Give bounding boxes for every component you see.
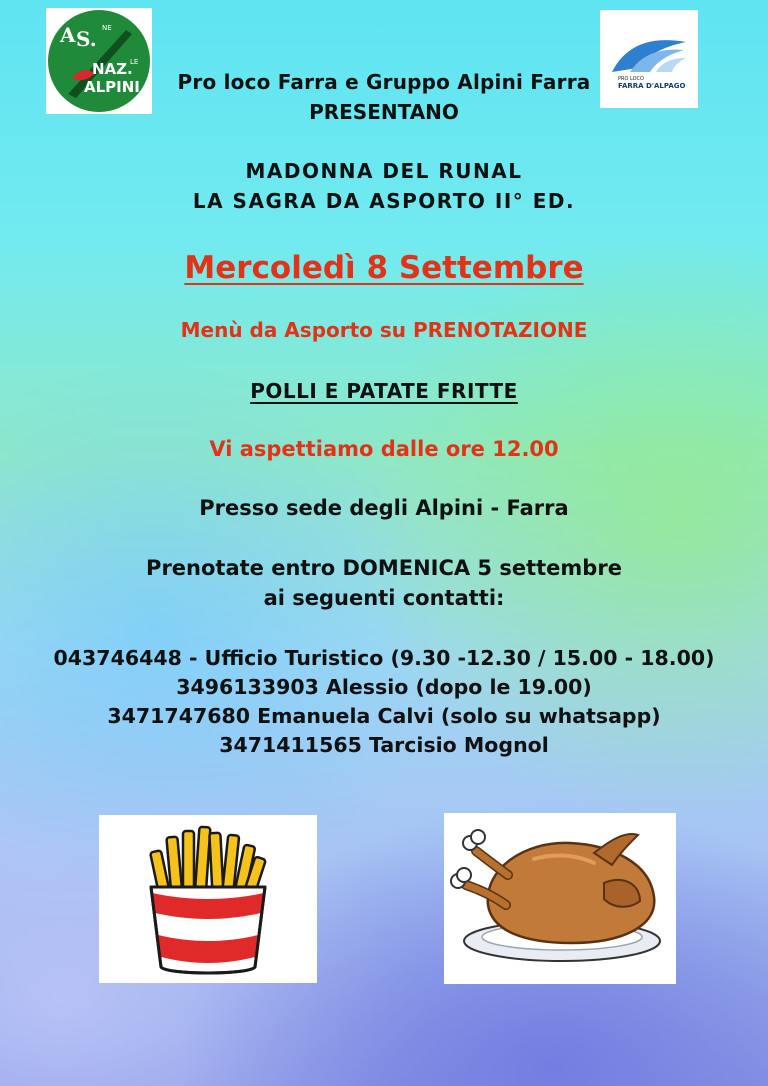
contact-line: 3471411565 Tarcisio Mognol [219,733,549,757]
chicken-illustration [444,813,676,984]
contact-line: 3471747680 Emanuela Calvi (solo su whatsapp) [107,704,661,728]
event-date: Mercoledì 8 Settembre [184,250,584,286]
alpini-logo-s: S. [76,27,97,51]
proloco-name-text: FARRA D'ALPAGO [618,82,686,90]
alpini-logo-ne: NE [102,24,112,32]
event-location: Presso sede degli Alpini - Farra [199,496,569,520]
alpini-logo-alpini: ALPINI [84,78,140,96]
presentano-text: PRESENTANO [309,100,459,124]
organizers-title: Pro loco Farra e Gruppo Alpini Farra [177,70,591,94]
menu-note: Menù da Asporto su PRENOTAZIONE [180,318,588,342]
french-fries-icon [99,815,317,983]
opening-time: Vi aspettiamo dalle ore 12.00 [209,437,559,461]
alpini-logo-naz: NAZ. [92,60,133,78]
booking-contacts-intro: ai seguenti contatti: [263,586,505,610]
contact-line: 043746448 - Ufficio Turistico (9.30 -12.30 / 15.00 - 18.00) [53,646,715,670]
alpini-emblem-icon [46,8,152,114]
alpini-logo-le: LE [130,58,139,66]
event-name-line1: MADONNA DEL RUNAL [245,159,523,183]
fries-illustration [99,815,317,983]
proloco-small-text: PRO LOCO [618,76,644,82]
dish-title: POLLI E PATATE FRITTE [250,379,518,403]
alpini-logo-a: A [60,23,76,47]
roast-chicken-icon [444,813,676,984]
alpini-logo [46,8,152,114]
event-name-line2: LA SAGRA DA ASPORTO II° ED. [192,189,576,213]
contact-line: 3496133903 Alessio (dopo le 19.00) [176,675,592,699]
booking-deadline: Prenotate entro DOMENICA 5 settembre [146,556,622,580]
